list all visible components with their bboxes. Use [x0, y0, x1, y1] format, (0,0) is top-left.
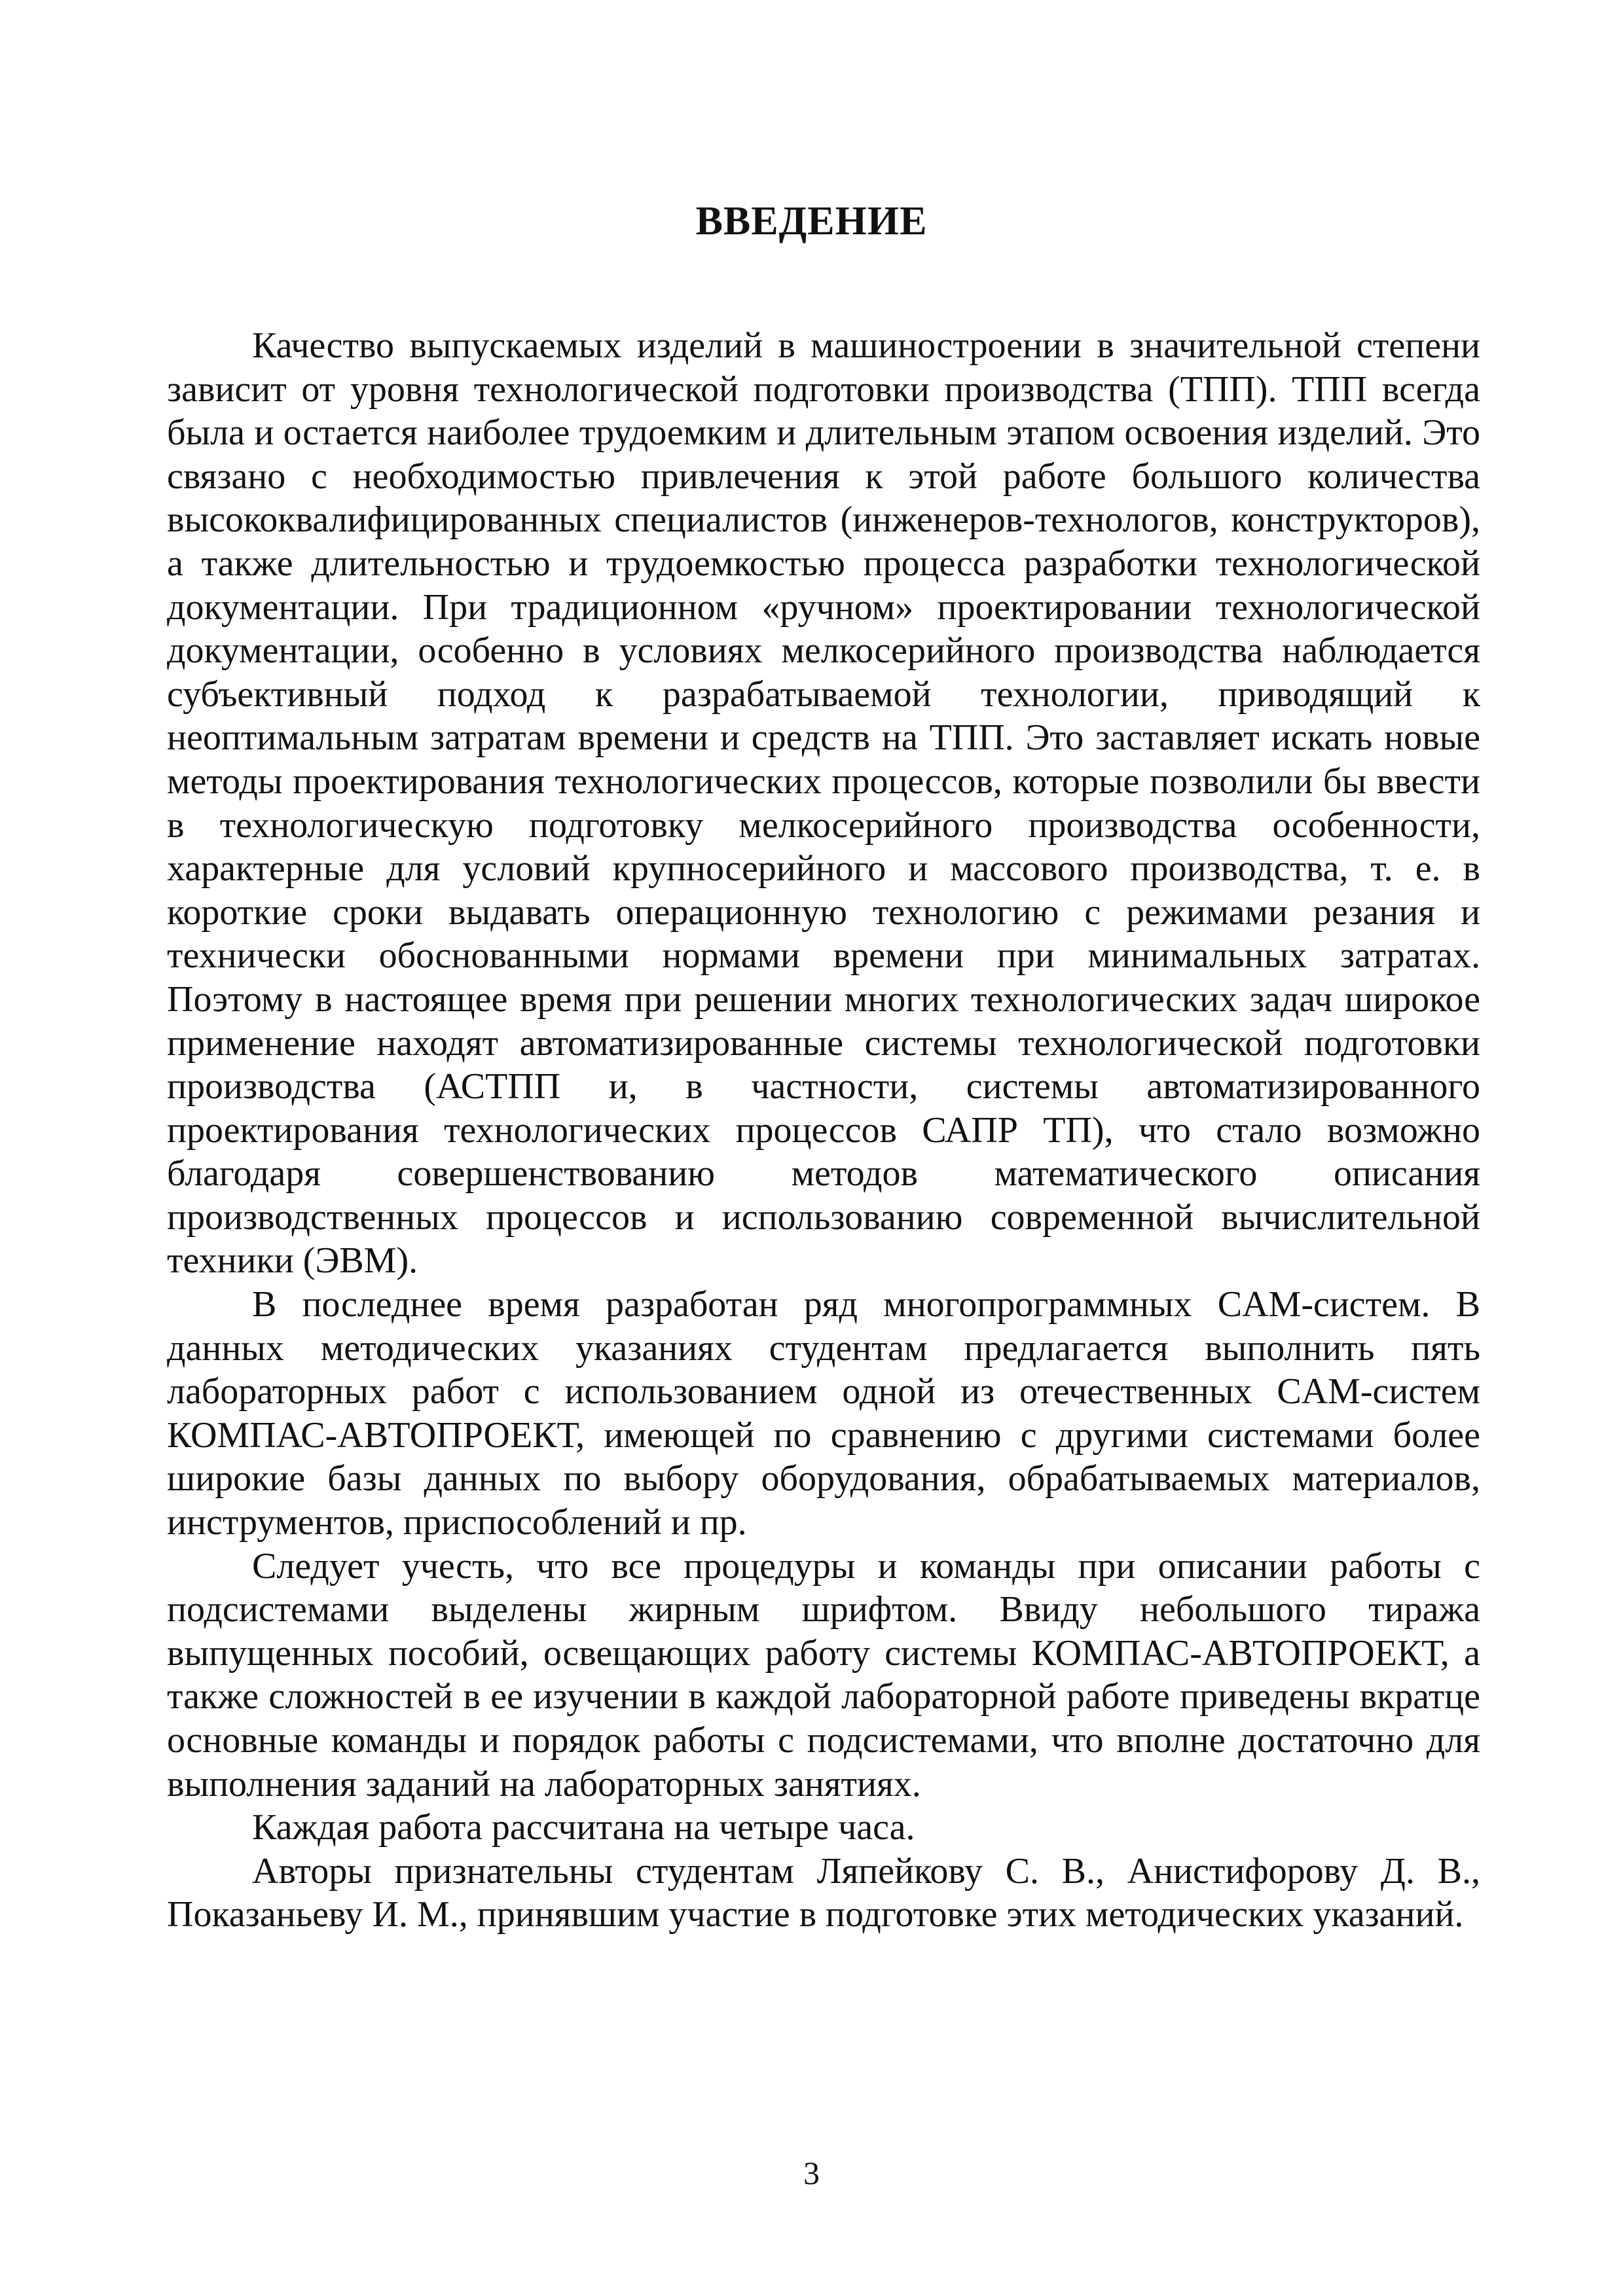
paragraph-1: Качество выпускаемых изделий в машиностроении в значительной степени зависит от уровня технологической подготовки производства (ТПП). ТПП всегда была и остается наиболее трудоемким и длительным этапом освоения изделий. Это связано с необходимостью привлечения к этой работе большого количества высококвалифицированных специалистов (инженеров-технологов, конструкторов), а также длительностью и трудоемкостью процесса разработки технологической документации. При традиционном «ручном» проектировании технологической документации, особенно в условиях мелкосерийного производства наблюдается субъективный подход к разрабатываемой технологии, приводящий к неоптимальным затратам времени и средств на ТПП. Это заставляет искать новые методы проектирования технологических процессов, которые позволили бы ввести в технологическую подготовку мелкосерийного производства особенности, характерные для условий крупносерийного и массового производства, т. е. в короткие сроки выдавать операционную технологию с режимами резания и технически обоснованными нормами времени при минимальных затратах. Поэтому в настоящее время при решении многих технологических задач широкое применение находят автоматизированные системы технологической подготовки производства (АСТПП и, в частности, системы автоматизированного проектирования технологических процессов САПР ТП), что стало возможно благодаря совершенствованию методов математического описания производственных процессов и использованию современной вычислительной техники (ЭВМ). — [167, 325, 1480, 1282]
paragraph-3: Следует учесть, что все процедуры и команды при описании работы с подсистемами выделены жирным шрифтом. Ввиду небольшого тиража выпущенных пособий, освещающих работу системы КОМПАС-АВТОПРОЕКТ, а также сложностей в ее изучении в каждой лабораторной работе приведены вкратце основные команды и порядок работы с подсистемами, что вполне достаточно для выполнения заданий на лабораторных занятиях. — [167, 1545, 1480, 1804]
body-text — [167, 324, 1480, 1937]
page-title: ВВЕДЕНИЕ — [695, 199, 928, 243]
paragraph-5: Авторы признательны студентам Ляпейкову С. В., Анистифорову Д. В., Показаньеву И. М., принявшим участие в подготовке этих методических указаний. — [167, 1850, 1480, 1935]
paragraph-2: В последнее время разработан ряд многопрограммных CAM-систем. В данных методических указаниях студентам предлагается выполнить пять лабораторных работ с использованием одной из отечественных CAM-систем КОМПАС-АВТОПРОЕКТ, имеющей по сравнению с другими системами более широкие базы данных по выбору оборудования, обрабатываемых материалов, инструментов, приспособлений и пр. — [167, 1284, 1480, 1543]
page-number: 3 — [803, 2155, 820, 2191]
paragraph-4: Каждая работа рассчитана на четыре часа. — [252, 1807, 915, 1848]
